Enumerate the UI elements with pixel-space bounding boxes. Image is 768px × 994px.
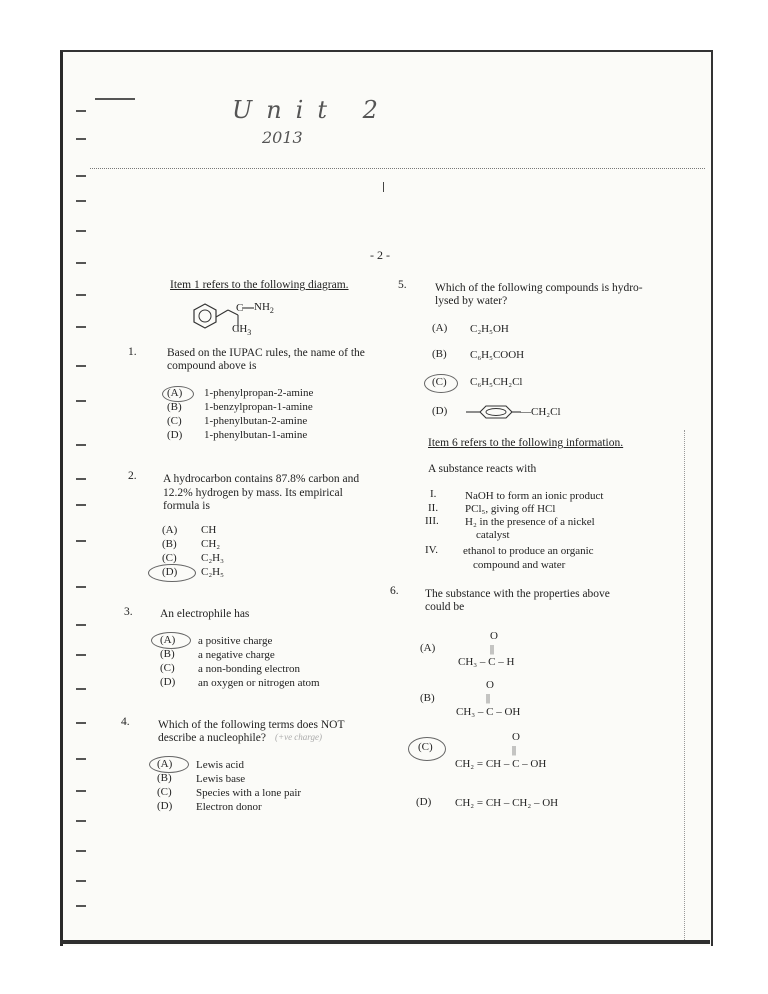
list-num: III.	[425, 515, 439, 527]
option-text: C₂H₅	[201, 566, 224, 578]
list-text: compound and water	[473, 559, 566, 571]
question-text: Which of the following terms does NOT	[158, 719, 345, 731]
option-text: Electron donor	[196, 801, 262, 813]
item6-lead: A substance reacts with	[428, 463, 537, 475]
nh2-label: NH	[254, 301, 270, 313]
option-text: CH₃ – C – H	[458, 656, 515, 668]
question-number: 5.	[398, 279, 407, 291]
ch3-label: CH	[232, 323, 248, 335]
option-letter: (D)	[416, 796, 432, 808]
list-text: catalyst	[476, 529, 510, 541]
question-number: 4.	[121, 716, 130, 728]
option-letter: (D)	[160, 676, 176, 688]
option-letter: (D)	[157, 800, 173, 812]
list-num: II.	[428, 502, 439, 514]
option-text: C₆H₅CH₂Cl	[470, 376, 523, 388]
right-margin-line	[684, 430, 685, 940]
option-letter: (D)	[162, 566, 178, 578]
option-text: 1-phenylbutan-1-amine	[204, 429, 308, 441]
option-text: C₂H₃	[201, 552, 224, 564]
option-letter: (C)	[157, 786, 172, 798]
question-text: Based on the IUPAC rules, the name of the	[167, 347, 365, 359]
option-text: C₆H₅COOH	[470, 349, 525, 361]
question-text: A hydrocarbon contains 87.8% carbon and	[163, 473, 360, 485]
page-bottom-edge	[60, 940, 710, 944]
option-text: CH₃ – C – OH	[456, 706, 521, 718]
option-letter: (B)	[160, 648, 175, 660]
double-bond: ||	[486, 693, 491, 704]
item6-intro: Item 6 refers to the following information.	[428, 437, 624, 449]
question-text: The substance with the properties above	[425, 588, 610, 600]
list-num: I.	[430, 488, 437, 500]
option-letter: (C)	[162, 552, 177, 564]
carbon-label: C	[236, 302, 244, 314]
option-letter: (A)	[420, 642, 436, 654]
option-text: a positive charge	[198, 635, 273, 647]
option-letter: (B)	[157, 772, 172, 784]
list-text: NaOH to form an ionic product	[465, 490, 604, 502]
benzene-ring-icon	[466, 405, 526, 419]
option-text: an oxygen or nitrogen atom	[198, 677, 320, 689]
nh2-subscript: 2	[269, 306, 274, 316]
list-text: H₂ in the presence of a nickel	[465, 516, 595, 528]
option-text: Lewis acid	[196, 759, 244, 771]
carbonyl-o: O	[486, 679, 494, 691]
question-text: An electrophile has	[160, 608, 250, 620]
ch3-subscript: 3	[247, 328, 252, 338]
option-text: a negative charge	[198, 649, 275, 661]
question-number: 6.	[390, 585, 399, 597]
option-letter: (A)	[167, 387, 183, 399]
option-letter: (A)	[157, 758, 173, 770]
option-text: CH₂ = CH – CH₂ – OH	[455, 797, 559, 809]
option-letter: (D)	[167, 429, 183, 441]
question-number: 1.	[128, 346, 137, 358]
question-text: 12.2% hydrogen by mass. Its empirical	[163, 487, 343, 499]
option-text: —CH₂Cl	[520, 406, 561, 418]
header-rule	[90, 168, 705, 169]
option-letter: (C)	[418, 741, 433, 753]
question-number: 2.	[128, 470, 137, 482]
list-text: ethanol to produce an organic	[463, 545, 594, 557]
option-letter: (B)	[420, 692, 435, 704]
handwritten-unit: Unit 2	[232, 96, 392, 124]
question-text: could be	[425, 601, 465, 613]
option-text: Lewis base	[196, 773, 246, 785]
option-letter: (C)	[167, 415, 182, 427]
option-letter: (D)	[432, 405, 448, 417]
option-text: 1-benzylpropan-1-amine	[204, 401, 313, 413]
header-tick	[383, 182, 384, 192]
question-text: lysed by water?	[435, 295, 508, 307]
option-letter: (B)	[167, 401, 182, 413]
question-number: 3.	[124, 606, 133, 618]
option-letter: (B)	[162, 538, 177, 550]
double-bond: ||	[512, 745, 517, 756]
question-text: Which of the following compounds is hydro-	[435, 282, 643, 294]
option-letter: (C)	[432, 376, 447, 388]
list-num: IV.	[425, 544, 438, 556]
option-text: C₂H₅OH	[470, 323, 509, 335]
handwritten-year: 2013	[262, 128, 303, 147]
double-bond: ||	[490, 644, 495, 655]
item1-intro: Item 1 refers to the following diagram.	[170, 279, 349, 291]
option-text: 1-phenylbutan-2-amine	[204, 415, 308, 427]
option-letter: (B)	[432, 348, 447, 360]
carbonyl-o: O	[490, 630, 498, 642]
option-letter: (A)	[160, 634, 176, 646]
option-letter: (A)	[432, 322, 448, 334]
option-letter: (A)	[162, 524, 178, 536]
pencil-note: (+ve charge)	[275, 732, 322, 742]
question-text: formula is	[163, 500, 210, 512]
option-text: CH₂	[201, 538, 221, 550]
benzene-ring-icon	[193, 303, 217, 329]
option-letter: (C)	[160, 662, 175, 674]
option-text: 1-phenylpropan-2-amine	[204, 387, 314, 399]
page-number: - 2 -	[370, 248, 390, 262]
question-text: describe a nucleophile?	[158, 732, 266, 744]
question-text: compound above is	[167, 360, 257, 372]
list-text: PCl₅, giving off HCl	[465, 503, 556, 515]
option-text: Species with a lone pair	[196, 787, 302, 799]
option-text: a non-bonding electron	[198, 663, 301, 675]
pen-stroke	[95, 98, 135, 100]
carbonyl-o: O	[512, 731, 520, 743]
option-text: CH₂ = CH – C – OH	[455, 758, 547, 770]
option-text: CH	[201, 524, 217, 536]
